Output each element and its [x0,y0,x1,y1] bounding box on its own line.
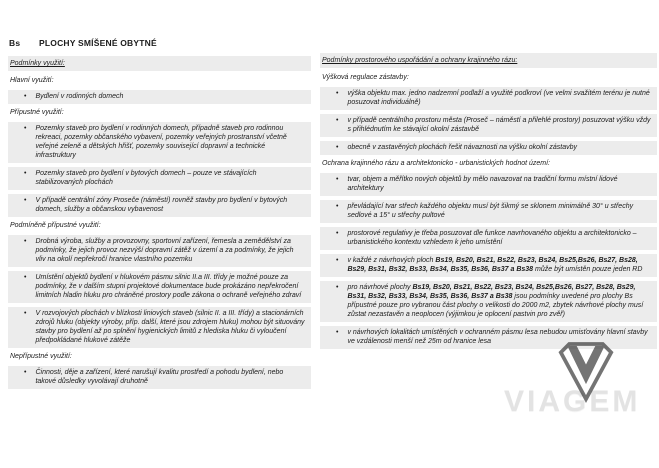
bullet-item [8,271,311,303]
section-label-vyskova: Výšková regulace zástavby: [322,74,409,81]
bullet-icon: • [24,170,27,177]
zone-code: Bs [9,38,21,48]
bullet-item [320,114,657,137]
bullet-text: V rozvojových plochách v blízkosti liniových staveb (silnic II. a III. třídy) a stacionárních zdrojů hluku (objekty výroby, příp. další, které jsou zdrojem hluku) mohou být situovány stavby pro bydlení až po splnění hygienických limitů z hlediska hluku či vyloučení předpokládané hlukové zátěže [35,310,305,344]
bullet-text: převládající tvar střech každého objektu musí být šikmý se sklonem minimálně 30° u střechy sedlové a 15° u střechy pultové [347,203,634,219]
bullet-icon: • [24,93,27,100]
section-label-nepripustne: Nepřípustné využití: [10,353,72,360]
bullet-item [320,200,657,223]
bullet-text: Činnosti, děje a zařízení, které narušují kvalitu prostředí a pohodu bydlení, nebo takové důsledky vyvolávají druhotně [35,369,284,385]
bullet-item [320,87,657,110]
right-heading: Podmínky prostorového uspořádání a ochrany krajinného rázu: [320,53,657,68]
bullet-text: v návrhových lokalitách umístěných v ochranném pásmu lesa nebudou umisťovány hlavní stavby ve vzdálenosti menší než 25m od hranice lesa [347,329,648,345]
left-heading: Podmínky využití: [8,56,311,71]
bullet-text [347,283,651,319]
bullet-icon: • [336,329,339,336]
bullet-text: Bydlení v rodinných domech [35,93,124,100]
watermark [500,338,658,438]
bullet-icon: • [336,284,339,291]
bullet-icon: • [336,90,339,97]
bullet-text: Drobná výroba, služby a provozovny, sportovní zařízení, řemesla a zemědělství za podmínky, že jejich provoz nezvýší dopravní zátěž v území a za podmínky, že jejich vliv na okolí nepřekročí hranice vlastního pozemku [35,238,294,263]
bullet-item [8,235,311,267]
section-label-hlavni: Hlavní využití: [10,77,54,84]
bullet-text-pre: v každé z návrhových ploch [347,257,436,264]
bullet-item [8,366,311,389]
bullet-text: V případě centrální zóny Proseče (náměstí) rovněž stavby pro bydlení v bytových domech, služby a občanskou vybavenost [35,197,288,213]
bullet-icon: • [336,117,339,124]
watermark-text: VIAGEM [504,385,641,418]
bullet-text: obecně v zastavěných plochách řešit návaznosti na výšku okolní zástavby [347,144,578,151]
bullet-text: Pozemky staveb pro bydlení v rodinných domech, případně staveb pro rodinnou rekreaci, pozemky občanského vybavení, pozemky veřejných prostranství včetně veřejné zeleně a dětských hřišť, pozemky související dopravní a technické infrastruktury [35,125,287,159]
bullet-text-bold: Bs19, Bs20, Bs21, Bs22, Bs23, Bs24, Bs25,Bs26, Bs27, Bs28, Bs29, Bs31, Bs32, Bs33, Bs34, Bs35, Bs36, Bs37 a Bs38 [347,257,638,273]
bullet-item-area [320,281,657,322]
bullet-icon: • [336,176,339,183]
bullet-icon: • [336,203,339,210]
left-column [8,56,311,393]
bullet-text-pre: pro návrhové plochy [347,284,413,291]
right-column [320,53,657,353]
bullet-item [8,194,311,217]
bullet-icon: • [24,369,27,376]
section-label-podminene: Podmíněně přípustné využití: [10,222,101,229]
bullet-item [8,122,311,163]
bullet-icon: • [24,197,27,204]
bullet-icon: • [336,144,339,151]
bullet-icon: • [336,257,339,264]
bullet-icon: • [24,238,27,245]
bullet-icon: • [336,230,339,237]
bullet-item-rd [320,254,657,277]
bullet-text [347,256,651,274]
bullet-text: tvar, objem a měřítko nových objektů by mělo navazovat na tradiční formu místní lidové architektury [347,176,618,192]
zone-name: PLOCHY SMÍŠENÉ OBYTNÉ [39,38,157,48]
bullet-item [8,307,311,348]
bullet-item [320,326,657,349]
page-title [9,38,157,48]
bullet-text: výška objektu max. jedno nadzemní podlaží a využité podkroví (ve velmi svažitém terénu je nutné posuzovat individuálně) [347,90,650,106]
bullet-icon: • [24,125,27,132]
bullet-text-post: jsou podmínky uvedené pro plochy Bs přípustné pouze pro vybranou část plochy o velikosti do 2000 m2, zbytek návrhové plochy musí zůstat nezastavěn a neoplocen (výjimkou je oplocení pastvin pro zvěř) [347,293,644,318]
section-label-pripustne: Přípustné využití: [10,109,64,116]
bullet-text: v případě centrálního prostoru města (Proseč – náměstí a přilehlé prostory) posuzovat výšku vždy s přihlédnutím ke stávající okolní zástavbě [347,117,651,133]
bullet-text: Pozemky staveb pro bydlení v bytových domech – pouze ve stávajících stabilizovaných plochách [35,170,257,186]
bullet-item [8,167,311,190]
bullet-text: Umístění objektů bydlení v hlukovém pásmu silnic II.a III. třídy je možné pouze za podmínky, že v dalším stupni projektové dokumentace bude prokázáno nepřekročení limitních hladin hluku pro chráněné prostory podle zákona o ochraně veřejného zdraví [35,274,302,299]
bullet-icon: • [24,274,27,281]
bullet-item [8,90,311,104]
section-label-ochrana: Ochrana krajinného rázu a architektonicko - urbanistických hodnot území: [322,160,551,167]
bullet-item [320,173,657,196]
bullet-text-post: může být umístěn pouze jeden RD [533,266,643,273]
bullet-text-bold: Bs19, Bs20, Bs21, Bs22, Bs23, Bs24, Bs25,Bs26, Bs27, Bs28, Bs29, Bs31, Bs32, Bs33, Bs34, Bs35, Bs36, Bs37 a Bs38 [347,284,636,300]
bullet-text: prostorové regulativy je třeba posuzovat dle funkce navrhovaného objektu a architektonicko – urbanistického kontextu vzhledem k jeho umístění [347,230,637,246]
bullet-item [320,141,657,155]
bullet-item [320,227,657,250]
bullet-icon: • [24,310,27,317]
